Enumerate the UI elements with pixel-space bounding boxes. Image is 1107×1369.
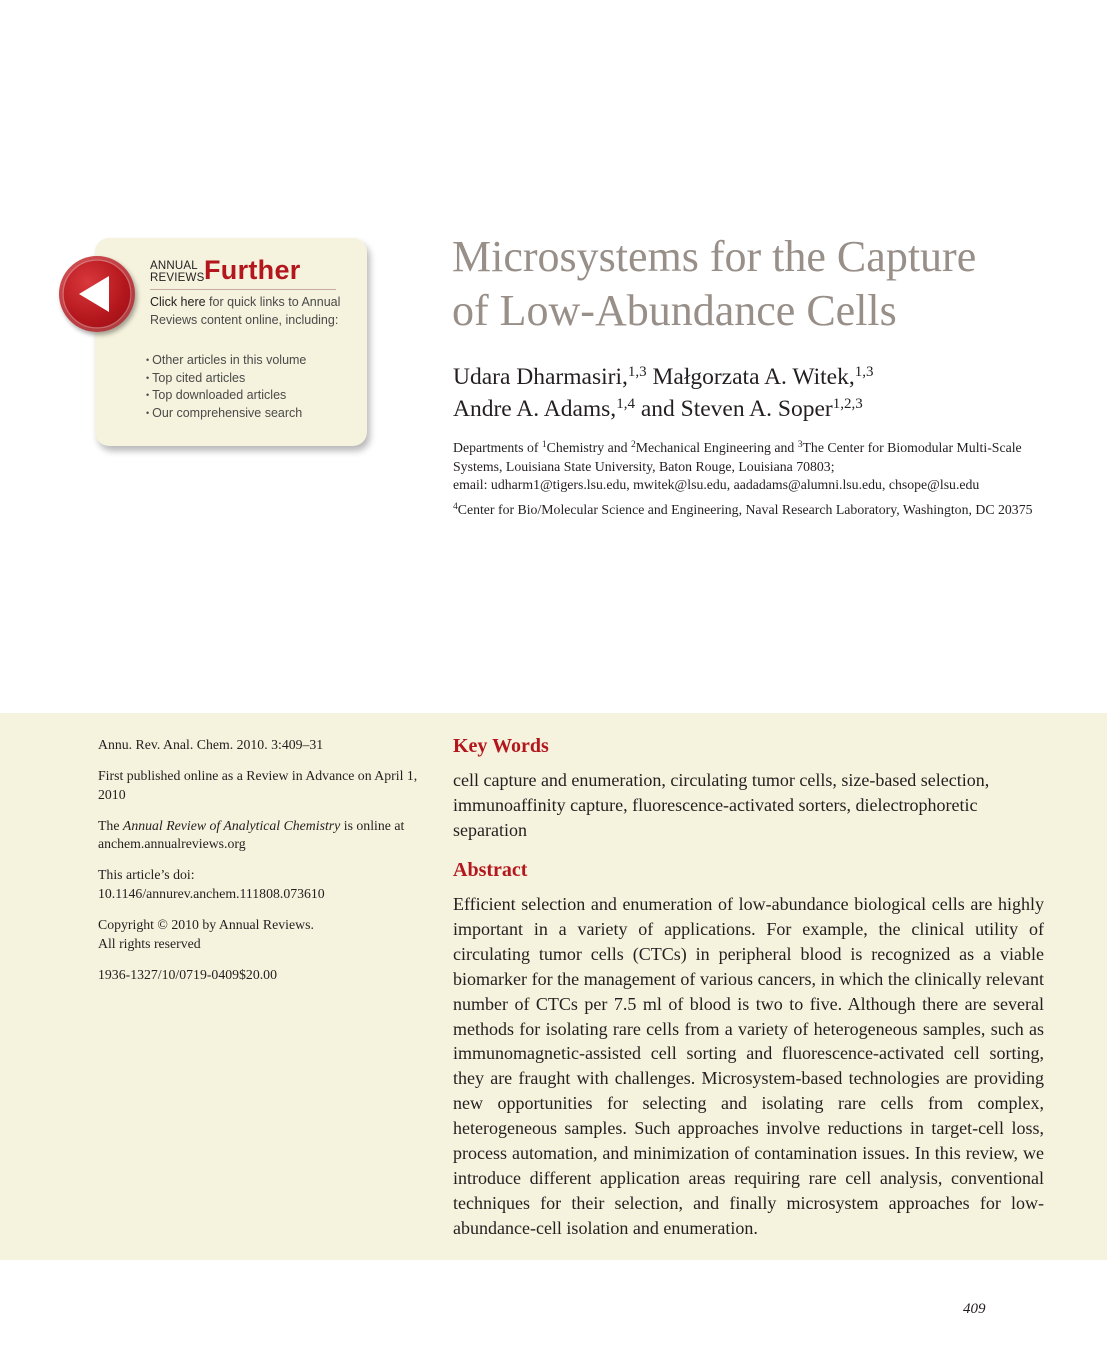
author-list <box>453 361 1073 425</box>
title-line-1: Microsystems for the Capture <box>452 232 977 281</box>
author-name: Steven A. Soper <box>680 396 833 422</box>
further-link-top-cited[interactable]: • Top cited articles <box>146 370 306 388</box>
journal-online: The Annual Review of Analytical Chemistry is online at anchem.annualreviews.org <box>98 817 405 852</box>
further-divider <box>150 289 336 290</box>
further-back-button[interactable] <box>59 256 135 332</box>
author-affiliation-marker: 1,3 <box>627 364 647 380</box>
issn: 1936-1327/10/0719-0409$20.00 <box>98 966 277 982</box>
author-name: Małgorzata A. Witek, <box>652 364 855 390</box>
click-here-link[interactable]: Click here <box>150 295 206 309</box>
abstract-heading: Abstract <box>453 859 528 881</box>
affiliations <box>453 439 1053 519</box>
author-name: Andre A. Adams, <box>453 396 617 422</box>
author-affiliation-marker: 1,2,3 <box>832 396 863 412</box>
further-description-rest: for quick links to Annual Reviews content online, including: <box>150 295 341 327</box>
copyright: Copyright © 2010 by Annual Reviews. All rights reserved <box>98 917 314 951</box>
first-published: First published online as a Review in Advance on April 1, 2010 <box>98 768 418 802</box>
doi-info: This article’s doi: 10.1146/annurev.anchem.111808.073610 <box>98 867 325 902</box>
further-title: Further <box>204 255 301 285</box>
affiliation-nrl: $^4$Center for Bio/Molecular Science and Engineering, Naval Research Laboratory, Washington, DC 20375 <box>453 501 1033 517</box>
author-emails: email: udharm1@tigers.lsu.edu, mwitek@lsu.edu, aadadams@alumni.lsu.edu, chsope@lsu.edu <box>453 477 980 493</box>
author-affiliation-marker: 1,3 <box>854 364 874 380</box>
annual-reviews-logo: ANNUAL REVIEWS <box>150 260 205 284</box>
further-link-search[interactable]: • Our comprehensive search <box>146 405 306 423</box>
further-link-top-downloaded[interactable]: • Top downloaded articles <box>146 387 306 405</box>
keywords-heading: Key Words <box>453 735 549 757</box>
journal-name: Annual Review of Analytical Chemistry <box>122 817 341 833</box>
citation: Annu. Rev. Anal. Chem. 2010. 3:409–31 <box>98 737 324 752</box>
further-link-other-articles[interactable]: • Other articles in this volume <box>146 352 306 370</box>
keywords-text: cell capture and enumeration, circulating tumor cells, size-based selection, immunoaffinity capture, fluorescence-activated sorters, dielectrophoretic separation <box>453 770 990 840</box>
page-number: 409 <box>963 1301 986 1317</box>
abstract-text: Efficient selection and enumeration of low-abundance biological cells are highly important in a variety of applications. For example, the clinical utility of circulating tumor cells (CTCs) in peripheral blood is recognized as a viable biomarker for the management of various cancers, in which the clinically relevant number of CTCs per 7.5 ml of blood is two to five. Although there are several methods for isolating rare cells from a variety of heterogeneous samples, such as immunomagnetic-assisted cell sorting and fluorescence-activated cell sorting, they are fraught with challenges. Microsystem-based technologies are providing new opportunities for selecting and isolating rare cells from complex, heterogeneous samples. Such approaches involve reductions in target-cell loss, process automation, and minimization of contamination issues. In this review, we introduce different application areas requiring rare cell analysis, conventional techniques for their selection, and finally microsystem approaches for low-abundance-cell isolation and enumeration. <box>453 894 1044 1238</box>
doi: 10.1146/annurev.anchem.111808.073610 <box>98 886 325 902</box>
author-affiliation-marker: 1,4 <box>616 396 635 412</box>
publication-info <box>98 736 418 997</box>
further-description <box>150 293 350 329</box>
article-title <box>452 230 1072 338</box>
title-line-2: of Low-Abundance Cells <box>452 286 897 335</box>
author-conjunction: and <box>640 396 675 422</box>
author-name: Udara Dharmasiri, <box>453 364 628 390</box>
further-links-list <box>146 352 306 423</box>
affiliation-lsu: Departments of $^1$Chemistry and $^2$Mechanical Engineering and $^3$The Center for Biomodular Multi-Scale Systems, Louisiana State University, Baton Rouge, Louisiana 70803; email: udharm1@tigers.lsu.edu, mwitek@lsu.edu, aadadams@alumni.lsu.edu, chsope@lsu.edu <box>453 440 1022 493</box>
